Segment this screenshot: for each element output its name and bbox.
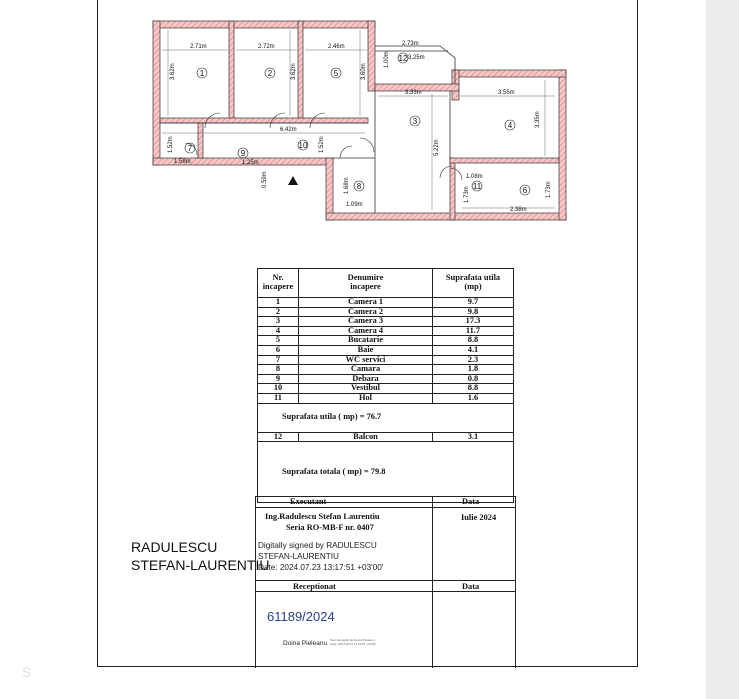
cell-area: 17.3 (433, 317, 514, 327)
cell-nr: 1 (258, 298, 299, 308)
table-row (258, 384, 514, 394)
dim-label: 3.62m (291, 63, 297, 80)
cell-area: 4.1 (433, 345, 514, 355)
cell-name: Hol (299, 393, 433, 403)
date-value: Iulie 2024 (461, 513, 497, 522)
cell-nr: 9 (258, 374, 299, 384)
cell-area: 11.7 (433, 326, 514, 336)
dim-label: 1.25m (242, 160, 259, 166)
digital-line-2: STEFAN-LAURENTIU (258, 551, 339, 561)
useful-total-row (258, 403, 514, 432)
rooms-table (257, 268, 514, 503)
dim-label: 3.33m (405, 90, 422, 96)
executant-label: Executant (290, 497, 327, 506)
col-header-nr: Nr. incapere (258, 269, 299, 298)
table-row (258, 365, 514, 375)
right-gutter (706, 0, 739, 699)
room-number: 10 (298, 141, 308, 150)
cell-name: Camera 3 (299, 317, 433, 327)
cell-name: Camara (299, 365, 433, 375)
dim-label: 2.46m (328, 44, 345, 50)
digital-line-3: Date: 2024.07.23 13:17:51 +03'00' (258, 562, 384, 572)
floor-plan (150, 18, 570, 228)
room-number: 11 (472, 182, 482, 191)
table-header-row (258, 269, 514, 298)
cell-nr: 12 (258, 432, 299, 442)
table-row (258, 393, 514, 403)
entrance-arrow (288, 176, 298, 185)
cell-nr: 5 (258, 336, 299, 346)
signer-name (131, 538, 269, 574)
cell-nr: 7 (258, 355, 299, 365)
useful-total: Suprafata utila ( mp) = 76.7 (258, 403, 514, 432)
dim-label: 3.25m (408, 55, 425, 61)
cell-nr: 6 (258, 345, 299, 355)
dim-label: 3.62m (170, 63, 176, 80)
table-row (258, 317, 514, 327)
cell-nr: 4 (258, 326, 299, 336)
cell-area: 8.8 (433, 384, 514, 394)
digital-signature-note (258, 541, 383, 573)
dim-label: 1.73m (546, 181, 552, 198)
col-header-name: Denumire incapere (299, 269, 433, 298)
dim-label: 1.08m (466, 174, 483, 180)
engineer-series: Seria RO-MB-F nr. 0407 (286, 523, 374, 532)
cell-nr: 8 (258, 365, 299, 375)
grand-total: Suprafata totala ( mp) = 79.8 (258, 442, 514, 503)
cell-nr: 2 (258, 307, 299, 317)
cell-area: 3.1 (433, 432, 514, 442)
room-number: 9 (240, 149, 246, 158)
dim-label: 3.55m (498, 90, 515, 96)
cell-name: Debara (299, 374, 433, 384)
cell-nr: 11 (258, 393, 299, 403)
dim-label: 2.72m (258, 44, 275, 50)
cell-nr: 3 (258, 317, 299, 327)
date-label: Data (462, 497, 480, 506)
cell-nr: 10 (258, 384, 299, 394)
dim-label: 6.42m (280, 127, 297, 133)
cell-name: Camera 2 (299, 307, 433, 317)
dim-label: 2.73m (402, 41, 419, 47)
room-number: 7 (187, 144, 193, 153)
dim-label: 1.73m (464, 186, 470, 203)
footer-mark: S (22, 664, 32, 680)
room-number: 3 (412, 117, 418, 126)
stamp-name: Doina Pieleanu (283, 640, 328, 647)
dim-label: 1.58m (174, 159, 191, 165)
room-number: 12 (398, 54, 408, 63)
engineer-name: Ing.Radulescu Stefan Laurentiu (265, 512, 380, 521)
room-number: 6 (522, 186, 528, 195)
cell-area: 2.3 (433, 355, 514, 365)
table-row (258, 298, 514, 308)
cell-area: 0.8 (433, 374, 514, 384)
room-number: 5 (333, 69, 339, 78)
cell-name: Vestibul (299, 384, 433, 394)
cell-name: Bucatarie (299, 336, 433, 346)
dim-label: 1.68m (344, 177, 350, 194)
dim-label: 1.52m (319, 136, 325, 153)
room-rows (258, 298, 514, 404)
cell-name: WC servici (299, 355, 433, 365)
grand-total-row (258, 442, 514, 503)
dim-label: 1.00m (384, 51, 390, 68)
cell-area: 1.6 (433, 393, 514, 403)
dim-label: 5.22m (434, 139, 440, 156)
cell-name: Baie (299, 345, 433, 355)
room-number: 2 (267, 69, 273, 78)
dim-label: 2.71m (190, 44, 207, 50)
room-number: 4 (507, 121, 513, 130)
dim-label: 2.38m (510, 207, 527, 213)
dim-label: 1.52m (168, 136, 174, 153)
cell-area: 1.8 (433, 365, 514, 375)
dim-label: 3.60m (361, 63, 367, 80)
room-number: 8 (356, 182, 362, 191)
signer-line-2: STEFAN-LAURENTIU (131, 557, 270, 573)
table-row (258, 345, 514, 355)
dim-label: 1.09m (346, 202, 363, 208)
cell-name: Balcon (299, 432, 433, 442)
date-label-2: Data (462, 582, 480, 591)
cell-area: 8.8 (433, 336, 514, 346)
cell-area: 9.7 (433, 298, 514, 308)
balcony-row (258, 432, 514, 442)
registration-number: 61189/2024 (267, 609, 335, 624)
dim-label: 3.35m (535, 111, 541, 128)
stamp-small-text: Semnat digital de Doina Pieleanu Data: 2024.08.01 13:02:51 +03'00' (330, 638, 376, 646)
cell-name: Camera 1 (299, 298, 433, 308)
room-number: 1 (199, 69, 205, 78)
partitions (160, 91, 450, 213)
cell-area: 9.8 (433, 307, 514, 317)
dim-label: 0.59m (262, 171, 268, 188)
signer-line-1: RADULESCU (131, 539, 218, 555)
cell-name: Camera 4 (299, 326, 433, 336)
digital-line-1: Digitally signed by RADULESCU (258, 541, 377, 550)
receptionat-label: Receptionat (293, 582, 336, 591)
col-header-area: Suprafata utila (mp) (433, 269, 514, 298)
